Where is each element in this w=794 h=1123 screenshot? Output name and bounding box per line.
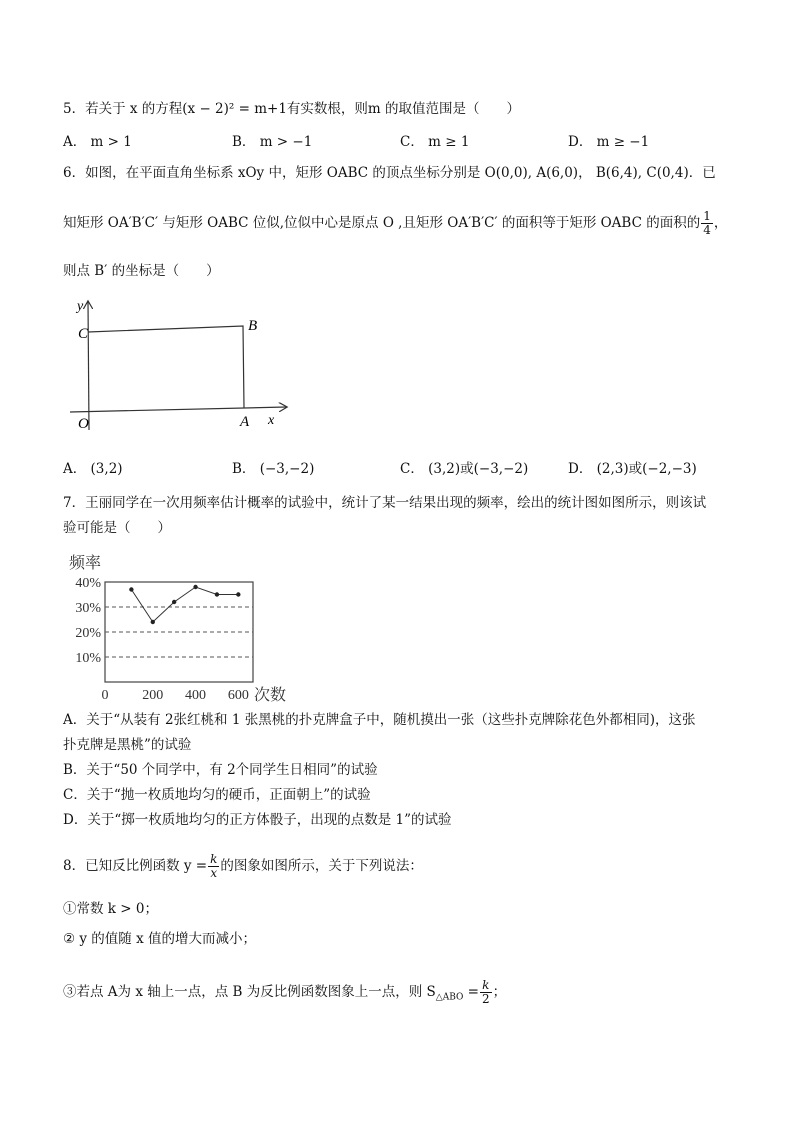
q8-statement-3	[63, 978, 506, 1012]
q6-frac-num: 1	[703, 209, 711, 223]
q5-stem: 5．若关于 x 的方程(x − 2)² = m+1有实数根，则m 的取值范围是（ ）	[63, 101, 521, 117]
q6-fraction	[701, 210, 713, 237]
q5-option-a: A． m > 1	[63, 134, 132, 150]
q5-option-c: C． m ≥ 1	[400, 134, 470, 150]
q8-stem-pre: 8．已知反比例函数 y =	[63, 858, 208, 874]
x-axis-label: x	[268, 413, 275, 428]
q7-option-a-line1: A．关于“从装有 2张红桃和 1 张黑桃的扑克牌盒子中，随机摸出一张（这些扑克牌除花色外都相同)，这张	[63, 712, 696, 728]
q8-fraction	[208, 853, 219, 880]
q8-s3-den: 2	[481, 992, 490, 1006]
point-a-label: A	[240, 414, 250, 430]
y-tick-label: 10%	[75, 651, 101, 666]
q6-stem-line1: 6．如图，在平面直角坐标系 xOy 中，矩形 OABC 的顶点坐标分别是 O(0,0), A(6,0)， B(6,4), C(0,4)．已	[63, 165, 716, 181]
frequency-series-line	[131, 587, 238, 622]
q6-option-d: D． (2,3)或(−2,−3)	[568, 461, 697, 477]
y-axis-label: y	[77, 299, 84, 314]
x-tick-label: 400	[185, 688, 207, 703]
point-b-label: B	[248, 318, 258, 334]
q5-option-b: B． m > −1	[232, 134, 313, 150]
q8-stem-post: 的图象如图所示，关于下列说法：	[220, 858, 423, 874]
data-point	[129, 587, 133, 591]
q8-statement-2: ② y 的值随 x 值的增大而减小；	[63, 931, 257, 947]
q8-stem	[63, 852, 423, 880]
q8-frac-num: k	[210, 852, 218, 866]
q6-rectangle-figure	[66, 296, 296, 436]
y-axis-title: 频率	[69, 555, 102, 572]
q6-line2-post: ，	[713, 215, 728, 231]
q7-option-d: D．关于“掷一枚质地均匀的正方体骰子，出现的点数是 1”的试验	[63, 812, 452, 828]
data-point	[215, 592, 219, 596]
q7-option-b: B．关于“50 个同学中，有 2个同学生日相同”的试验	[63, 762, 378, 778]
point-o-label: O	[78, 416, 89, 432]
x-tick-label: 600	[227, 688, 249, 703]
x-axis-title: 次数	[254, 687, 287, 704]
q7-option-a-line2: 扑克牌是黑桃”的试验	[63, 737, 192, 753]
q8-statement-1: ①常数 k > 0；	[63, 901, 158, 917]
point-c-label: C	[78, 326, 89, 342]
data-point	[172, 600, 176, 604]
rectangle-oabc	[88, 326, 244, 408]
x-axis	[70, 407, 286, 412]
q6-option-a: A． (3,2)	[63, 461, 123, 477]
x-tick-label: 200	[142, 688, 164, 703]
q6-stem-line2	[63, 210, 727, 237]
q6-option-b: B． (−3,−2)	[232, 461, 315, 477]
q6-line2-text: 知矩形 OA′B′C′ 与矩形 OABC 位似,位似中心是原点 O ,且矩形 OA′B′C′ 的面积等于矩形 OABC 的面积的	[63, 215, 701, 231]
frequency-line-chart	[60, 549, 290, 704]
q8-s3-eq: =	[463, 984, 479, 1000]
y-tick-label: 20%	[75, 626, 101, 641]
q6-frac-den: 4	[703, 223, 711, 237]
x-tick-label: 0	[101, 688, 109, 703]
q8-frac-den: x	[210, 866, 218, 880]
q8-s3-text: ③若点 A为 x 轴上一点，点 B 为反比例函数图象上一点，则 S	[63, 984, 436, 1000]
q8-s3-post: ；	[492, 984, 507, 1000]
q6-option-c: C． (3,2)或(−3,−2)	[400, 461, 529, 477]
y-tick-label: 40%	[75, 576, 101, 591]
q7-option-c: C．关于“抛一枚质地均匀的硬币，正面朝上”的试验	[63, 787, 371, 803]
y-axis	[88, 302, 89, 430]
q8-s3-fraction	[480, 979, 492, 1006]
data-point	[236, 592, 240, 596]
data-point	[151, 620, 155, 624]
data-point	[193, 585, 197, 589]
q8-s3-num: k	[480, 979, 492, 993]
q7-stem-line1: 7．王丽同学在一次用频率估计概率的试验中，统计了某一结果出现的频率，绘出的统计图如图所示，则该试	[63, 495, 707, 511]
q8-s3-subscript: △ABO	[435, 992, 464, 1003]
q7-stem-line2: 验可能是（ ）	[63, 520, 171, 536]
q5-option-d: D． m ≥ −1	[568, 134, 650, 150]
q6-stem-line3: 则点 B′ 的坐标是（ ）	[63, 263, 220, 279]
y-tick-label: 30%	[75, 601, 101, 616]
